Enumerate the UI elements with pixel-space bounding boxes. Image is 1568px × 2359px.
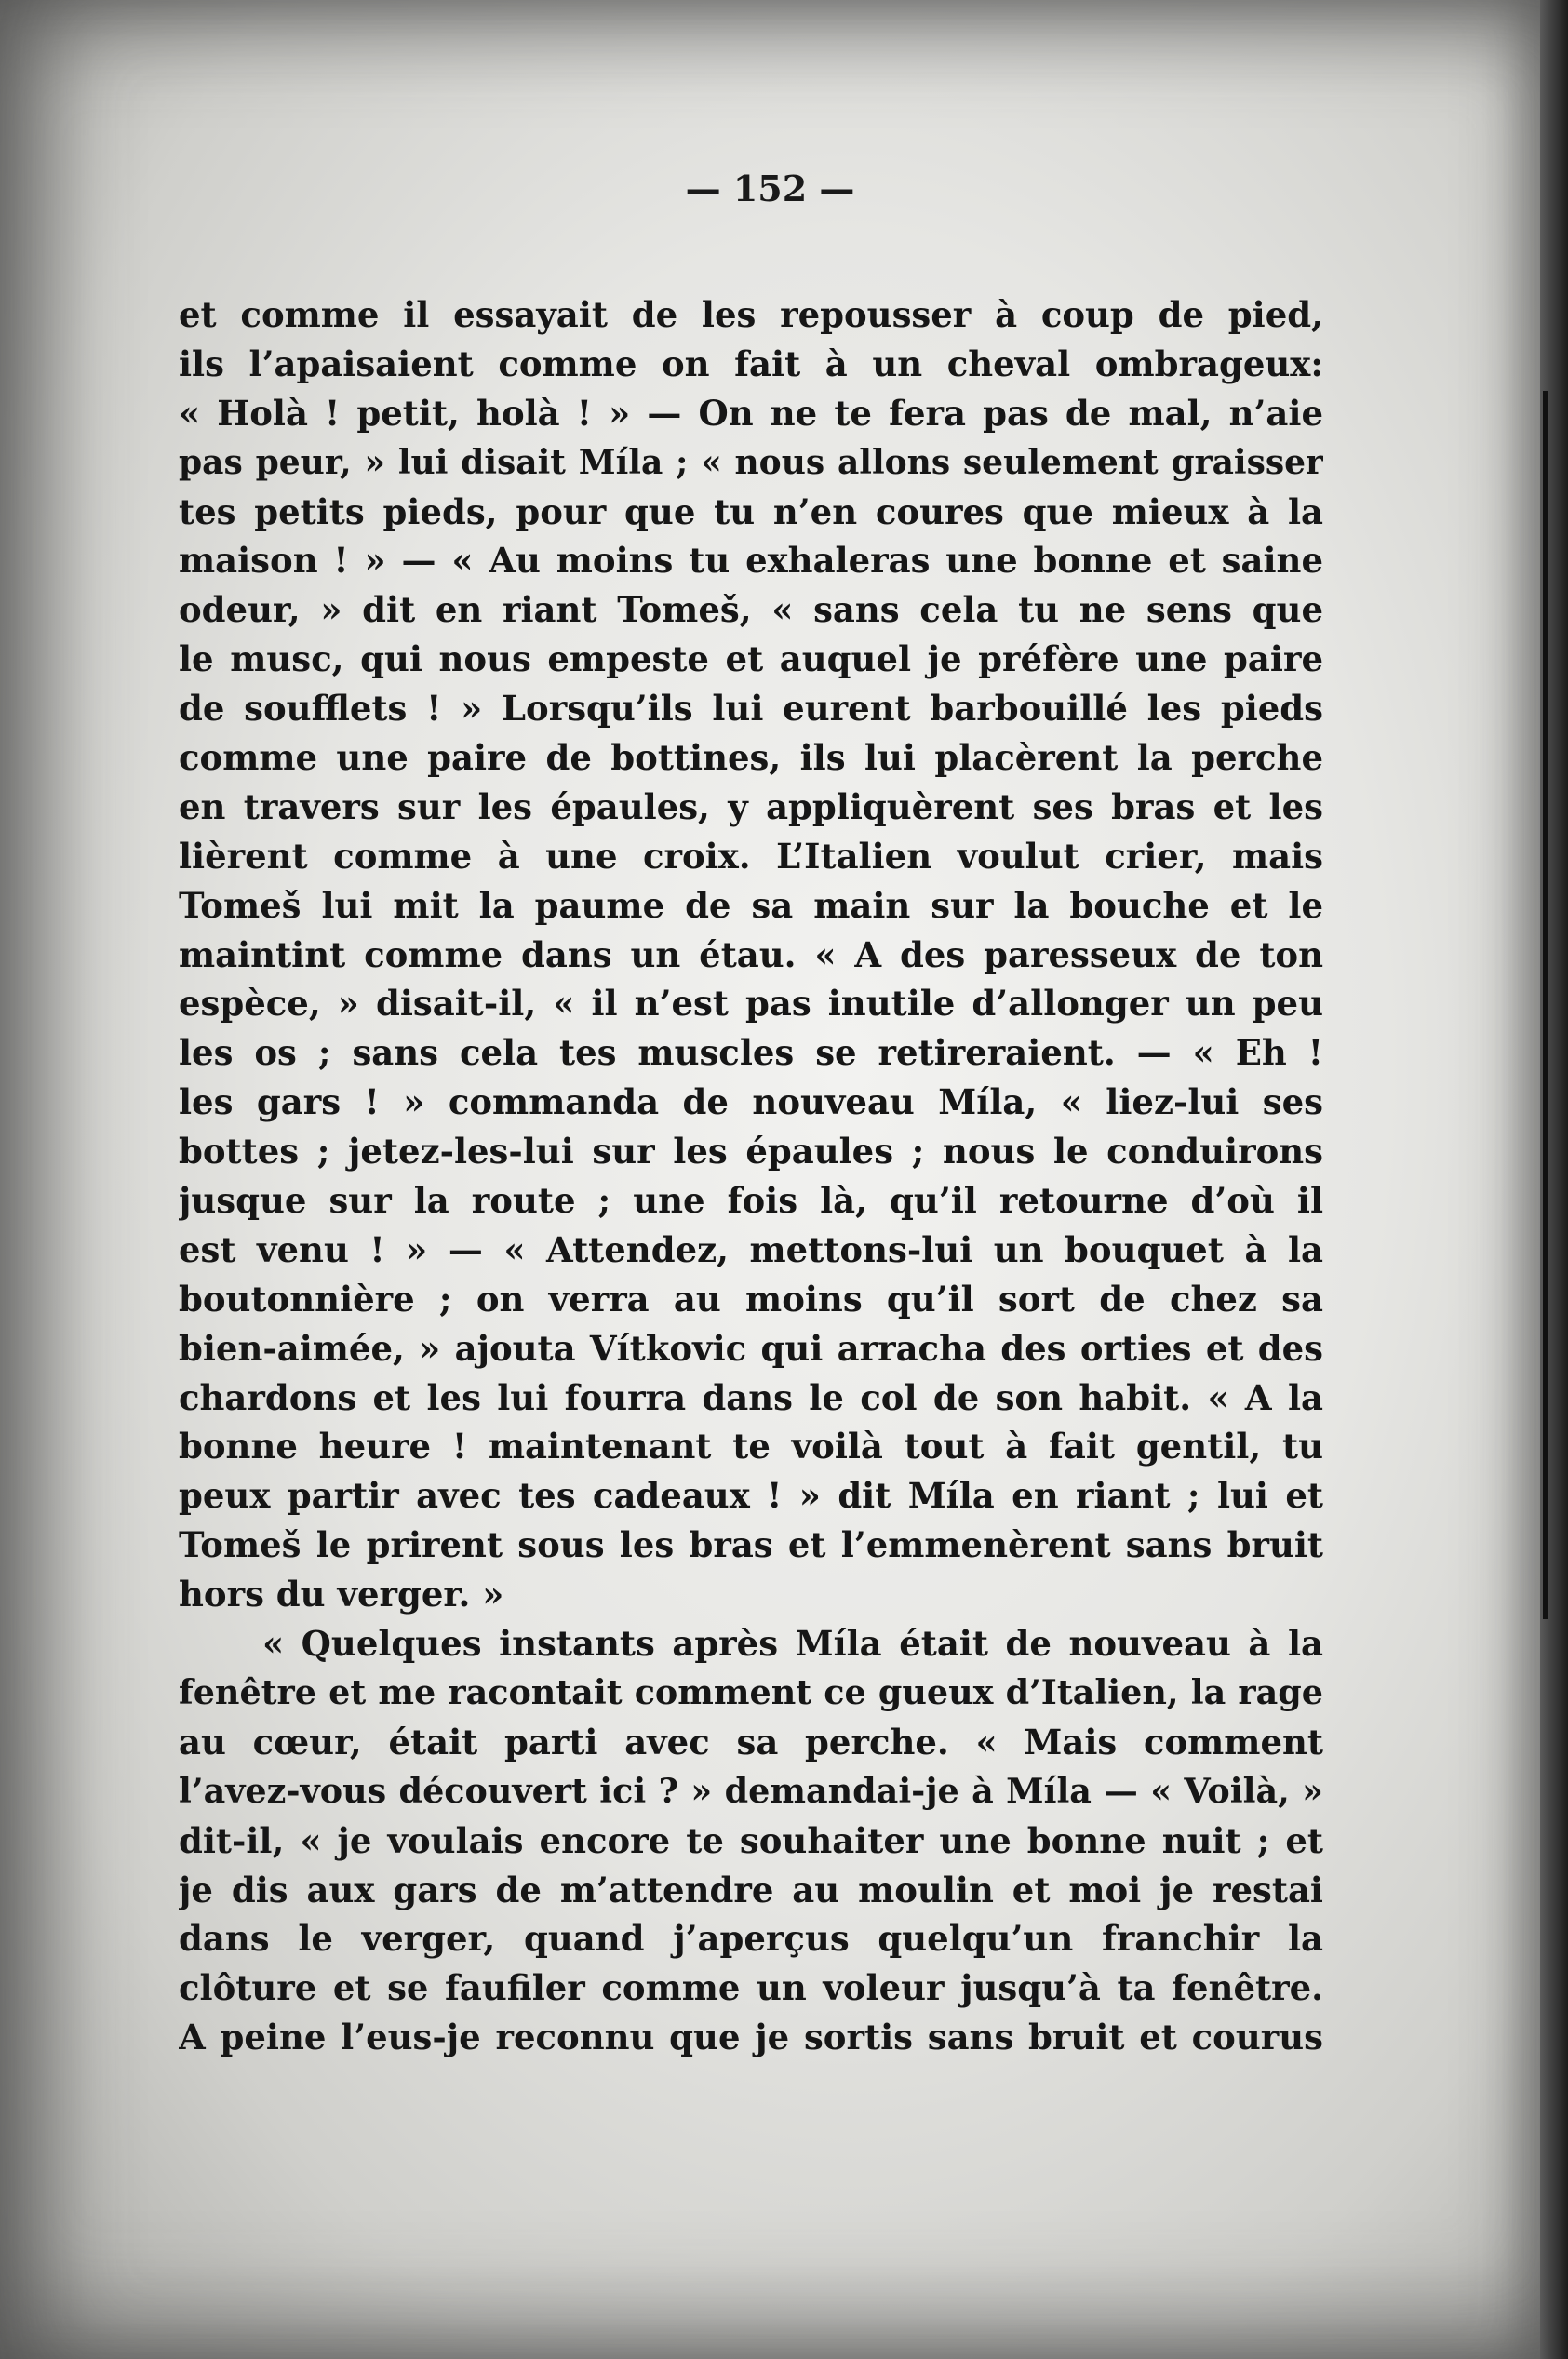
text-line: « Quelques instants après Míla était de nouveau à la bbox=[262, 1623, 1323, 1665]
text-line: « Holà ! petit, holà ! » — On ne te fera pas de mal, n’aie bbox=[179, 392, 1323, 434]
text-line: tes petits pieds, pour que tu n’en coures que mieux à la bbox=[179, 490, 1323, 532]
text-line: en travers sur les épaules, y appliquèrent ses bras et les bbox=[179, 785, 1323, 827]
body-text bbox=[179, 290, 1323, 2062]
text-line: espèce, » disait-il, « il n’est pas inutile d’allonger un peu bbox=[179, 983, 1323, 1025]
page-number: — 152 — bbox=[685, 168, 855, 209]
text-line: maison ! » — « Au moins tu exhaleras une bonne et saine bbox=[179, 540, 1323, 582]
text-line: pas peur, » lui disait Míla ; « nous allons seulement graisser bbox=[179, 442, 1323, 482]
text-line: hors du verger. » bbox=[179, 1574, 504, 1615]
text-line: boutonnière ; on verra au moins qu’il sort de chez sa bbox=[179, 1278, 1323, 1320]
text-line: chardons et les lui fourra dans le col de son habit. « A la bbox=[179, 1376, 1323, 1418]
text-line: fenêtre et me racontait comment ce gueux d’Italien, la rage bbox=[179, 1671, 1323, 1712]
text-line: de soufflets ! » Lorsqu’ils lui eurent barbouillé les pieds bbox=[179, 688, 1323, 730]
text-line: Tomeš le prirent sous les bras et l’emmenèrent sans bruit bbox=[179, 1524, 1323, 1566]
text-line: et comme il essayait de les repousser à coup de pied, bbox=[179, 294, 1323, 335]
text-line: clôture et se faufiler comme un voleur jusqu’à ta fenêtre. bbox=[179, 1967, 1323, 2009]
text-line: jusque sur la route ; une fois là, qu’il retourne d’où il bbox=[179, 1180, 1323, 1222]
text-line: dans le verger, quand j’aperçus quelqu’un franchir la bbox=[179, 1918, 1323, 1960]
text-line: les os ; sans cela tes muscles se retireraient. — « Eh ! bbox=[179, 1032, 1323, 1074]
text-line: les gars ! » commanda de nouveau Míla, « liez-lui ses bbox=[179, 1081, 1323, 1123]
text-line: dit-il, « je voulais encore te souhaiter une bonne nuit ; et bbox=[179, 1819, 1323, 1861]
text-line: le musc, qui nous empeste et auquel je préfère une paire bbox=[179, 638, 1323, 680]
text-line: Tomeš lui mit la paume de sa main sur la bouche et le bbox=[179, 884, 1323, 926]
binding-mark bbox=[1543, 391, 1548, 1619]
text-line: bien-aimée, » ajouta Vítkovic qui arracha des orties et des bbox=[179, 1327, 1323, 1369]
text-line: je dis aux gars de m’attendre au moulin et moi je restai bbox=[179, 1869, 1323, 1910]
text-line: A peine l’eus-je reconnu que je sortis sans bruit et courus bbox=[179, 2017, 1323, 2058]
text-line: maintint comme dans un étau. « A des paresseux de ton bbox=[179, 933, 1323, 975]
text-line: bonne heure ! maintenant te voilà tout à fait gentil, tu bbox=[179, 1426, 1323, 1468]
text-line: bottes ; jetez-les-lui sur les épaules ; nous le conduirons bbox=[179, 1131, 1323, 1173]
text-line: lièrent comme à une croix. L’Italien voulut crier, mais bbox=[179, 835, 1323, 877]
text-line: comme une paire de bottines, ils lui placèrent la perche bbox=[179, 737, 1323, 779]
text-line: ils l’apaisaient comme on fait à un cheval ombrageux: bbox=[179, 342, 1323, 384]
text-line: peux partir avec tes cadeaux ! » dit Míla en riant ; lui et bbox=[179, 1475, 1323, 1517]
text-line: au cœur, était parti avec sa perche. « Mais comment bbox=[179, 1721, 1323, 1763]
text-line: l’avez-vous découvert ici ? » demandai-je à Míla — « Voilà, » bbox=[179, 1770, 1323, 1811]
text-line: est venu ! » — « Attendez, mettons-lui un bouquet à la bbox=[179, 1228, 1323, 1270]
text-line: odeur, » dit en riant Tomeš, « sans cela tu ne sens que bbox=[179, 589, 1323, 631]
